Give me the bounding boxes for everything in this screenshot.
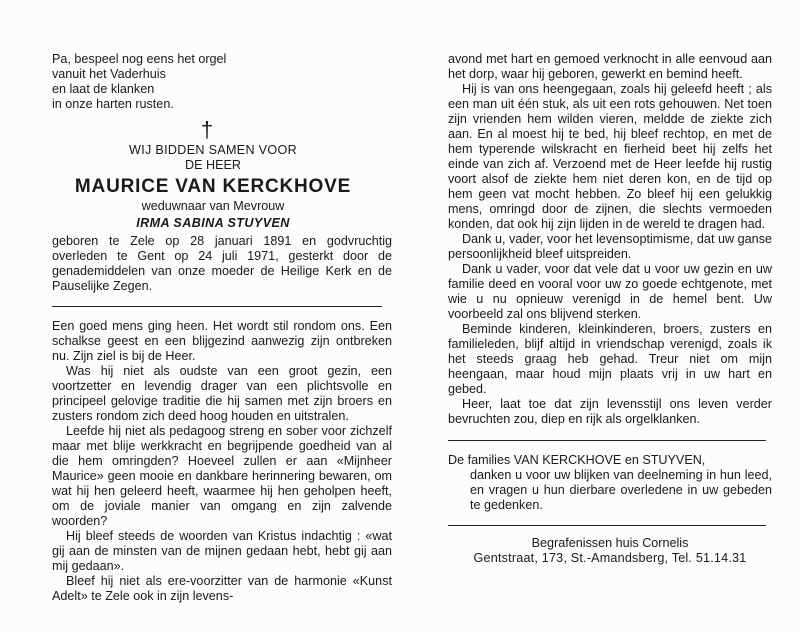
undertaker	[448, 536, 772, 566]
poem-line: in onze harten rusten.	[52, 97, 174, 111]
divider	[448, 525, 766, 526]
paragraph: Heer, laat toe dat zijn levensstijl ons leven verder bevruchten zou, diep en rijk als orgelklanken.	[448, 397, 772, 426]
paragraph: Hij bleef steeds de woorden van Kristus indachtig : «wat gij aan de minsten van de mijnen gedaan hebt, hebt gij aan mij gedaan».	[52, 529, 392, 573]
poem	[52, 52, 392, 112]
poem-line: Pa, bespeel nog eens het orgel	[52, 52, 227, 66]
divider	[448, 440, 766, 441]
paragraph: Leefde hij niet als pedagoog streng en sober voor zichzelf maar met blije werkkracht en begrijpende goedheid van al die hem omringden? Hoeveel zullen er aan «Mijnheer Maurice» geen mooie en dankbare herinnering bewaren, om wat hij hen geleerd heeft, waarmee hij hen geholpen heeft, om de joviale manier van omgang en zijn zalvende woorden?	[52, 424, 392, 528]
birth-death-text: geboren te Zele op 28 januari 1891 en godvruchtig overleden te Gent op 24 juli 1971, gesterkt door de genademiddelen van onze moeder de Heilige Kerk en de Pauselijke Zegen.	[52, 234, 392, 293]
prayer-heading: WIJ BIDDEN SAMEN VOOR	[129, 143, 297, 157]
cross-icon: †	[200, 117, 214, 142]
poem-line: en laat de klanken	[52, 82, 155, 96]
undertaker-name: Begrafenissen huis Cornelis	[531, 536, 689, 550]
widower-label: weduwnaar van Mevrouw	[141, 199, 285, 213]
family-thanks-heading: De families VAN KERCKHOVE en STUYVEN,	[448, 453, 706, 467]
paragraph: Dank u vader, voor dat vele dat u voor uw gezin en uw familie deed en vooral voor uw zo goede echtgenote, met wie u nu opnieuw verenigd in de hemel bent. Uw voorbeeld zal ons blijvend sterken.	[448, 262, 772, 321]
paragraph: avond met hart en gemoed verknocht in alle eenvoud aan het dorp, waar hij geboren, gewerkt en bemind heeft.	[448, 52, 772, 81]
family-thanks-body: danken u voor uw blijken van deelneming in hun leed, en vragen u hun dierbare overledene in uw gebeden te gedenken.	[470, 468, 772, 512]
divider	[52, 306, 382, 307]
paragraph: Dank u, vader, voor het levensoptimisme, dat uw ganse persoonlijkheid bleef uitspreiden.	[448, 232, 772, 261]
paragraph: Bleef hij niet als ere-voorzitter van de harmonie «Kunst Adelt» te Zele ook in zijn levens-	[52, 574, 392, 603]
left-column	[52, 52, 392, 604]
paragraph: Hij is van ons heengegaan, zoals hij geleefd heeft ; als een man uit één stuk, als uit een rots gehouwen. Net toen zijn vrienden hem wilden vieren, meldde de ziekte zich aan. En al moest hij te bed, hij bleef rechtop, en met de hem typerende wilskracht en fierheid beet hij zelfs het einde van zich af. Verzoend met de Heer leefde hij rustig voort alsof de ziekte hem niet deren kon, en de tijd op hem geen vat mocht hebben. Zo bleef hij een gelukkig mens, omringd door de zijnen, die slechts vermoeden konden, dat ook hij zijn lijden in de wereld te dragen had.	[448, 82, 772, 231]
undertaker-address: Gentstraat, 173, St.-Amandsberg, Tel. 51.14.31	[473, 551, 747, 565]
paragraph: Beminde kinderen, kleinkinderen, broers, zusters en familieleden, blijf altijd in vriendschap verenigd, zoals ik het steeds graag heb gehad. Treur niet om mijn heengaan, maar houd mijn plaats vrij in uw hart en gebed.	[448, 322, 772, 396]
poem-line: vanuit het Vaderhuis	[52, 67, 166, 81]
title-sir: DE HEER	[185, 158, 241, 172]
paragraph: Een goed mens ging heen. Het wordt stil rondom ons. Een schalkse geest en een blijgezind aanwezig zijn ontbreken nu. Zijn ziel is bij de Heer.	[52, 319, 392, 363]
spouse-name: IRMA SABINA STUYVEN	[136, 216, 290, 230]
paragraph: Was hij niet als oudste van een groot gezin, een voortzetter en levendig drager van een plichtsvolle en principeel gelovige traditie die hij samen met zijn broers en zusters rondom zich deed hoog houden en uitstralen.	[52, 364, 392, 423]
deceased-name: MAURICE VAN KERCKHOVE	[74, 176, 352, 197]
right-column	[448, 52, 772, 566]
family-thanks	[448, 453, 772, 513]
